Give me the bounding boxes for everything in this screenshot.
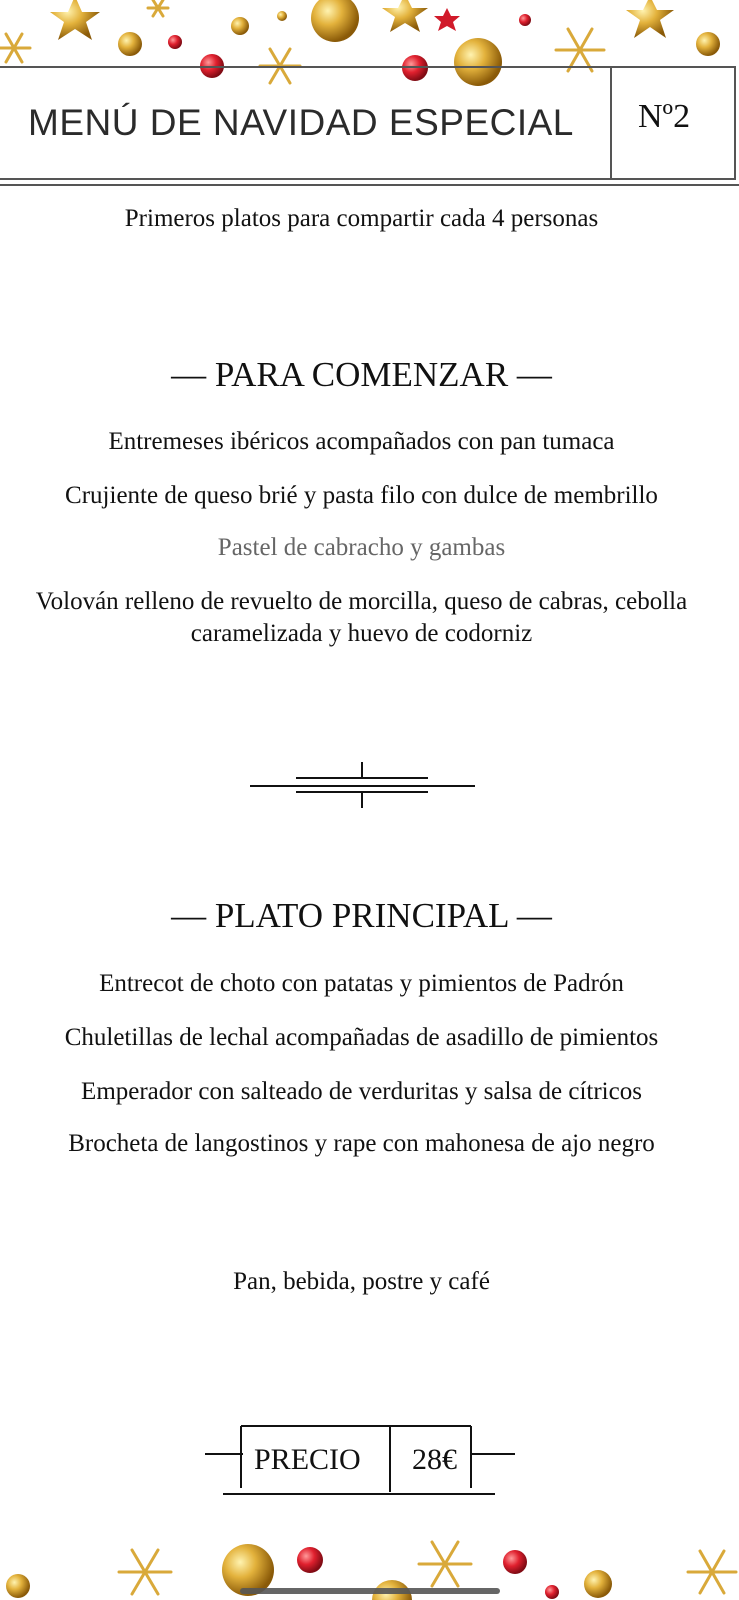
starter-item-continued: caramelizada y huevo de codorniz <box>190 620 533 647</box>
subtitle: Primeros platos para compartir cada 4 personas <box>124 205 599 232</box>
star-icon <box>50 0 674 40</box>
main-item: Chuletillas de lechal acompañadas de asadillo de pimientos <box>64 1024 659 1051</box>
title-divider <box>610 68 612 178</box>
red-star-icon <box>434 8 460 31</box>
starter-item: Entremeses ibéricos acompañados con pan tumaca <box>108 428 615 455</box>
menu-title: MENÚ DE NAVIDAD ESPECIAL <box>28 102 574 143</box>
main-item: Brocheta de langostinos y rape con mahonesa de ajo negro <box>68 1130 655 1157</box>
snowflake-icon <box>119 1542 736 1594</box>
starter-item: Volován relleno de revuelto de morcilla, queso de cabras, cebolla <box>35 588 688 615</box>
main-item: Entrecot de choto con patatas y pimientos de Padrón <box>99 970 624 997</box>
menu-number: Nº2 <box>638 98 691 135</box>
price-label: PRECIO <box>254 1443 361 1476</box>
bottom-christmas-decoration <box>0 1520 739 1600</box>
ornament-divider <box>240 752 480 812</box>
starter-item: Pastel de cabracho y gambas <box>217 534 506 561</box>
title-box <box>0 66 736 180</box>
home-indicator <box>240 1588 500 1594</box>
section-heading-starters: — PARA COMENZAR — <box>171 355 552 394</box>
section-heading-mains: — PLATO PRINCIPAL — <box>171 896 552 935</box>
includes-note: Pan, bebida, postre y café <box>233 1268 490 1295</box>
price-value: 28€ <box>412 1443 457 1476</box>
main-item: Emperador con salteado de verduritas y salsa de cítricos <box>81 1078 642 1105</box>
starter-item: Crujiente de queso brié y pasta filo con dulce de membrillo <box>65 482 658 509</box>
